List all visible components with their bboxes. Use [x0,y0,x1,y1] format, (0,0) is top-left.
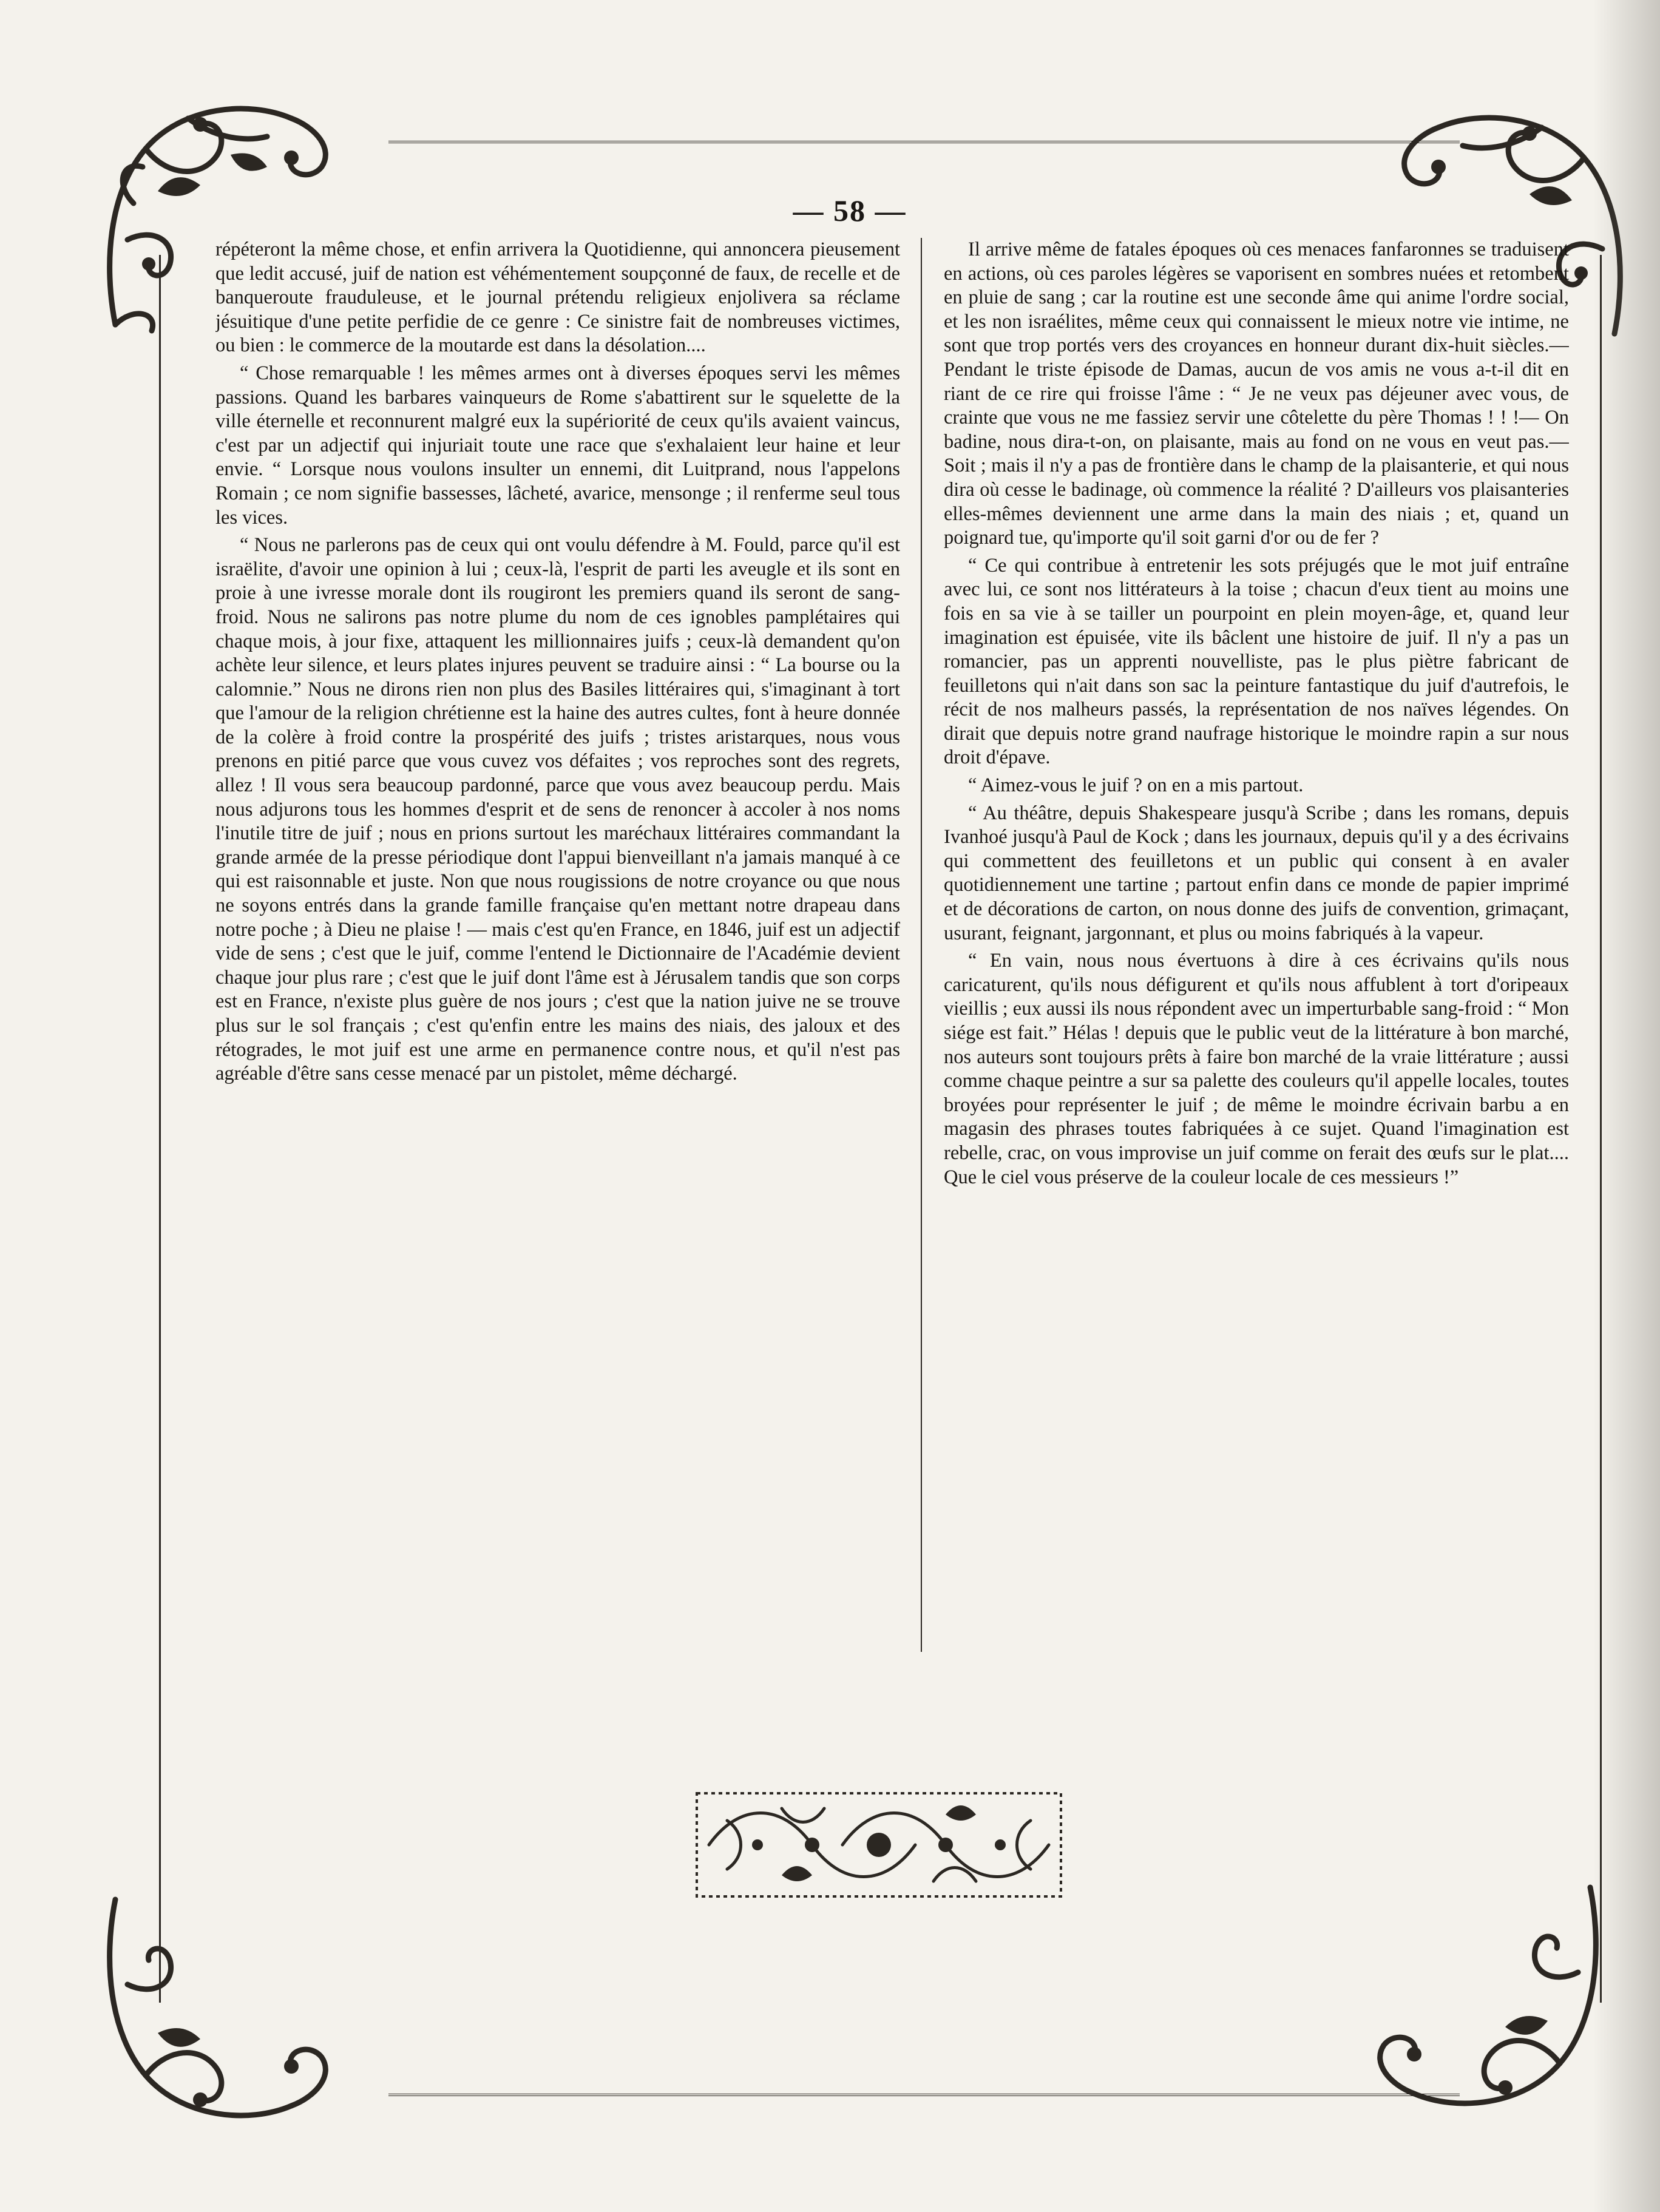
paragraph: “ Chose remarquable ! les mêmes armes ont à diverses époques servi les mêmes passions. Quand les barbares vainqueurs de Rome s'abattirent sur le squelette de la ville éternelle et reconnurent malgré eux la supériorité de ceux qu'ils avaient vaincus, c'est par un adjectif qui injuriait toute une race que s'exhalaient leur haine et leur envie. “ Lorsque nous voulons insulter un ennemi, dit Luitprand, nous l'appelons Romain ; ce nom signifie bassesses, lâcheté, avarice, mensonge ; il renferme seul tous les vices. [215,362,900,529]
frame-top-rule [388,141,1460,143]
right-column [944,238,1569,1694]
paragraph: “ Aimez-vous le juif ? on en a mis partout. [968,774,1304,797]
paragraph: “ Nous ne parlerons pas de ceux qui ont voulu défendre à M. Fould, parce qu'il est israëlite, d'avoir une opinion à lui ; ceux-là, l'esprit de parti les aveugle et ils sont en proie à une ivresse morale dont ils rougiront les premiers quand ils seront de sang-froid. Nous ne salirons pas notre plume du nom de ces ignobles pamplétaires qui chaque mois, à jour fixe, attaquent les millionnaires juifs ; ceux-là demandent qu'on achète leur silence, et leurs plates injures peuvent se traduire ainsi : “ La bourse ou la calomnie.” Nous ne dirons rien non plus des Basiles littéraires qui, s'imaginant à tort que l'amour de la religion chrétienne est la haine des autres cultes, font à heure donnée de la colère à froid contre la prospérité des juifs ; tristes aristarques, nous vous prenons en pitié parce que vous cuvez vos défaites ; vos reproches sont des regrets, allez ! Il vous sera beaucoup pardonné, parce que vous avez beaucoup perdu. Mais nous adjurons tous les hommes d'esprit et de sens de renoncer à accoler à nos noms l'inutile titre de juif ; nous en prions surtout les maréchaux littéraires commandant la grande armée de la presse périodique dont l'appui bienveillant n'a jamais manqué à ce qui est raisonnable et juste. Non que nous rougissions de notre croyance ou que nous ne soyons entrés dans la grande famille française qu'en mettant notre drapeau dans notre poche ; à Dieu ne plaise ! — mais c'est qu'en France, en 1846, juif est un adjectif vide de sens ; c'est que le juif, comme l'entend le Dictionnaire de l'Académie devient chaque jour plus rare ; c'est que le juif dont l'âme est à Jérusalem tandis que son corps est en France, n'existe plus guère de nos jours ; c'est que la nation juive ne se trouve plus sur le sol français ; c'est qu'enfin entre les mains des niais, des jaloux et des rétogrades, le mot juif est une arme en permanence contre nous, et qu'il n'est pas agréable d'être sans cesse menacé par un pistolet, même déchargé. [215,534,900,1085]
paragraph: “ Ce qui contribue à entretenir les sots préjugés que le mot juif entraîne avec lui, ce sont nos littérateurs à la toise ; chacun d'eux tient au moins une fois en sa vie à se tailler un pourpoint en plein moyen-âge, et, quand leur imagination est épuisée, vite ils bâclent une histoire de juif. Il n'y a pas un romancier, pas un apprenti nouvelliste, pas le plus piètre fabricant de feuilletons qui n'ait dans son sac la peinture fantastique du juif d'autrefois, le récit de nos malheurs passés, la représentation de nos naïves légendes. On dirait que depuis notre grand naufrage historique le moindre rapin a sur nous droit d'épave. [944,554,1569,769]
paragraph: “ En vain, nous nous évertuons à dire à ces écrivains qu'ils nous caricaturent, qu'ils nous défigurent et qu'ils nous affublent à tort d'oripeaux vieillis ; eux aussi ils nous répondent avec un imperturbable sang-froid : “ Mon siége est fait.” Hélas ! depuis que le public veut de la littérature à bon marché, nos auteurs sont toujours prêts à faire bon marché de la vraie littérature ; aussi comme chaque peintre a sur sa palette des couleurs qu'il appelle locales, toutes broyées pour représenter le juif ; de même le moindre écrivain barbu a en magasin des phrases toutes fabriquées à ce sujet. Quand l'imagination est rebelle, crac, on vous improvise un juif comme on ferait des œufs sur le plat.... Que le ciel vous préserve de la couleur locale de ces messieurs !” [944,950,1569,1188]
paragraph: Il arrive même de fatales époques où ces menaces fanfaronnes se traduisent en actions, où ces paroles légères se vaporisent en sombres nuées et retombent en pluie de sang ; car la routine est une seconde âme qui anime l'ordre social, et les non israélites, même ceux qui connaissent le mieux notre vie intime, ne sont que trop portés vers des croyances en honneur durant dix-huit siècles.— Pendant le triste épisode de Damas, aucun de vos amis ne vous a-t-il dit en riant de ce rire qui froisse l'âme : “ Je ne veux pas déjeuner avec vous, de crainte que vous ne me fassiez servir une côtelette du père Thomas ! ! !— On badine, nous dira-t-on, on plaisante, mais au fond on ne vous en veut pas.— Soit ; mais il n'y a pas de frontière dans le champ de la plaisanterie, et qui nous dira où cesse le badinage, où commence la réalité ? D'ailleurs vos plaisanteries elles-mêmes deviennent une arme dans la main des niais ; et, quand un poignard tue, qu'importe qu'il soit garni d'or ou de fer ? [944,238,1569,549]
paragraph: répéteront la même chose, et enfin arrivera la Quotidienne, qui annoncera pieusement que ledit accusé, juif de nation est véhémentement soupçonné de faux, de recelle et de banqueroute frauduleuse, et le journal prétendu religieux enjolivera sa réclame jésuitique d'une petite perfidie de ce genre : Ce sinistre fait de nombreuses victimes, ou bien : le commerce de la moutarde est dans la désolation.... [215,238,900,357]
page-number: — 58 — [793,194,907,228]
corner-ornament-bottom-left-icon [91,1881,352,2142]
column-divider [921,238,922,1652]
frame-bottom-rule [388,2094,1460,2096]
frame-left-rule [159,255,161,2003]
page-edge-shadow [1593,0,1660,2212]
tailpiece-ornament-icon [691,1784,1067,1906]
corner-ornament-bottom-right-icon [1353,1869,1614,2130]
left-column [215,238,900,1664]
paragraph: “ Au théâtre, depuis Shakespeare jusqu'à Scribe ; dans les romans, depuis Ivanhoé jusqu'à Paul de Kock ; dans les journaux, depuis qu'il y a des écrivains qui commettent des feuilletons et un public qui consent à en avaler quotidiennement une tartine ; partout enfin dans ce monde de papier imprimé et de décorations de carton, on nous donne des juifs de convention, grimaçant, usurant, feignant, jargonnant, et plus ou moins fabriqués à la vapeur. [944,802,1569,944]
